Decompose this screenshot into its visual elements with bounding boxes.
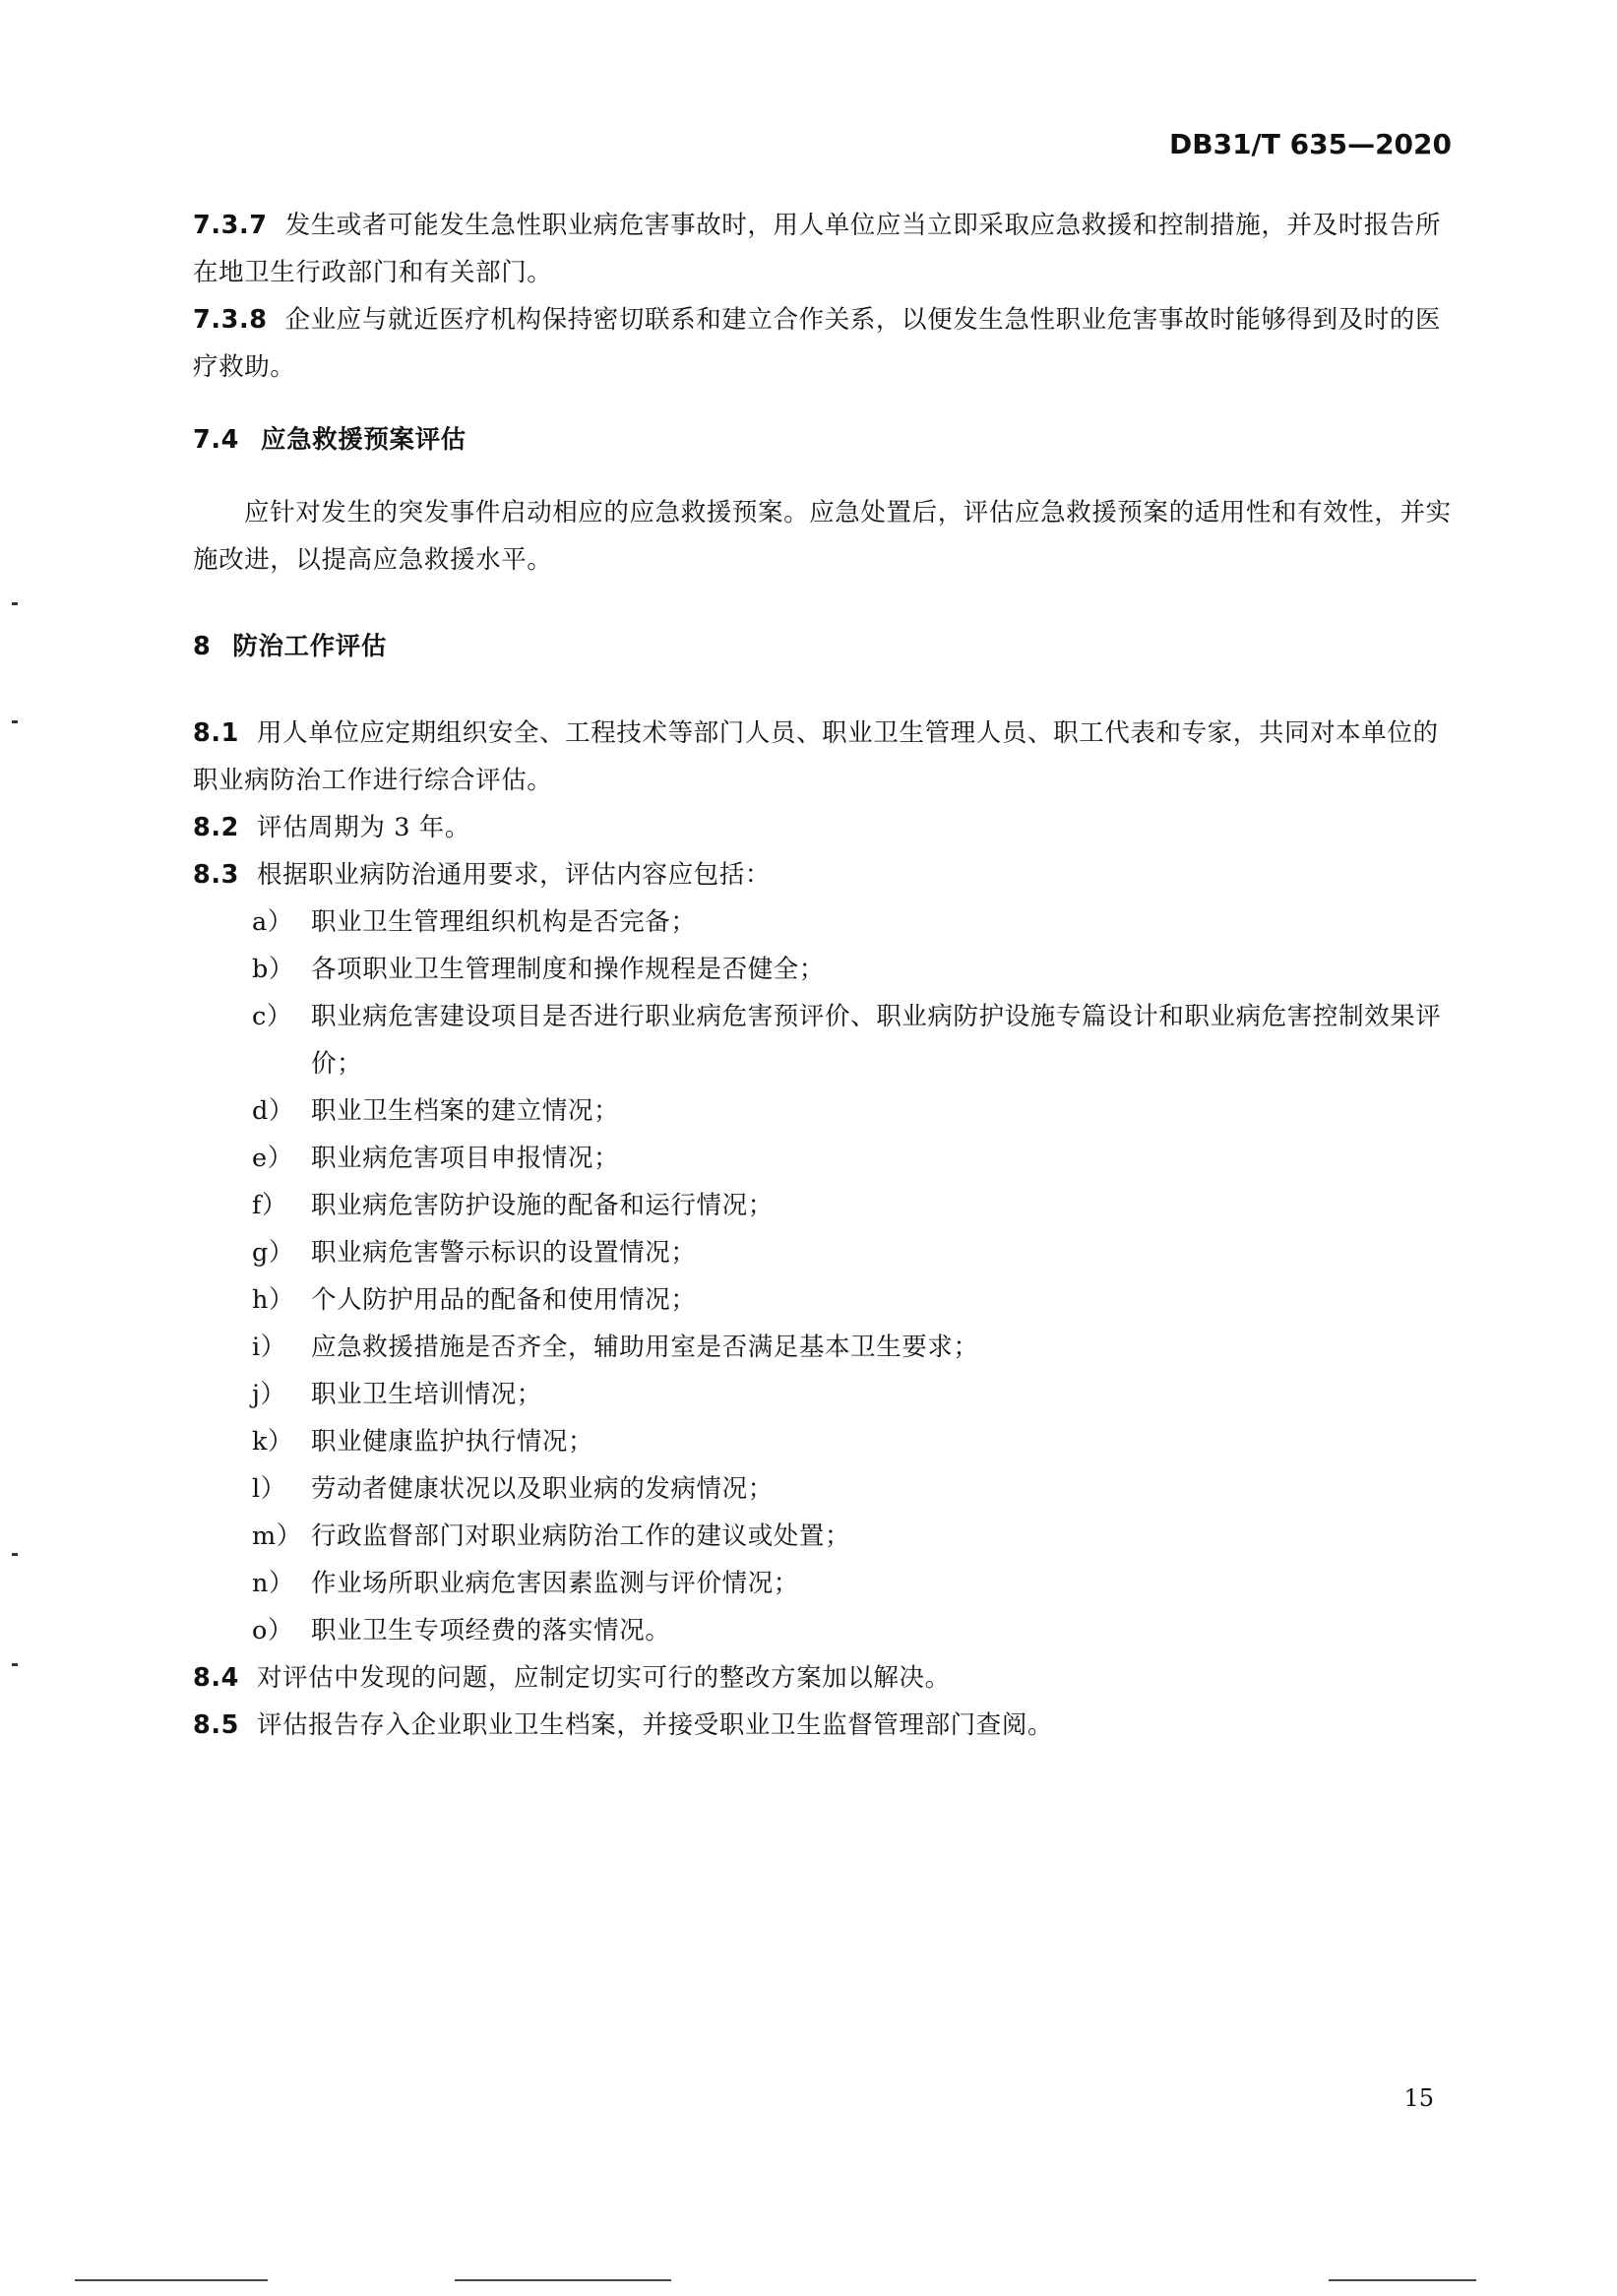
list-item: [193, 1182, 1457, 1229]
list-marker: g）: [252, 1238, 295, 1268]
list-item-text: 作业场所职业病危害因素监测与评价情况；: [311, 1569, 799, 1598]
clause-text: 评估周期为 3 年。: [256, 813, 470, 842]
list-item-text: 应急救援措施是否齐全，辅助用室是否满足基本卫生要求；: [311, 1333, 979, 1362]
clause-number: 8.5: [193, 1710, 239, 1740]
clause-text: 评估报告存入企业职业卫生档案，并接受职业卫生监督管理部门查阅。: [256, 1710, 1054, 1740]
margin-mark: [12, 1553, 18, 1556]
list-marker: k）: [252, 1427, 294, 1457]
list-item-text: 职业病危害防护设施的配备和运行情况；: [311, 1191, 774, 1220]
list-item-text: 劳动者健康状况以及职业病的发病情况；: [311, 1474, 774, 1504]
clause-number: 8.1: [193, 718, 239, 748]
list-item-text: 职业卫生管理组织机构是否完备；: [311, 907, 697, 937]
margin-mark: [12, 720, 18, 723]
list-item: [193, 993, 1457, 1087]
list-item: [193, 1229, 1457, 1276]
clause-7-3-7: [193, 202, 1457, 296]
list-item: [193, 1513, 1457, 1560]
list-item-text: 职业卫生档案的建立情况；: [311, 1096, 620, 1126]
list-item-text: 职业卫生培训情况；: [311, 1380, 542, 1409]
document-body: [193, 202, 1457, 1749]
footer-rule: [1329, 2279, 1476, 2281]
list-item: [193, 1607, 1457, 1654]
list-item: [193, 1087, 1457, 1135]
document-code: DB31/T 635—2020: [1169, 128, 1452, 160]
list-item-text: 职业健康监护执行情况；: [311, 1427, 594, 1457]
evaluation-items-list: [193, 899, 1457, 1654]
clause-text: 对评估中发现的问题，应制定切实可行的整改方案加以解决。: [256, 1663, 951, 1693]
clause-text: 根据职业病防治通用要求，评估内容应包括：: [256, 860, 771, 890]
list-marker: a）: [252, 907, 293, 937]
clause-text: 用人单位应定期组织安全、工程技术等部门人员、职业卫生管理人员、职工代表和专家，共同对本单位的职业病防治工作进行综合评估。: [193, 718, 1439, 795]
clause-8-5: [193, 1702, 1457, 1749]
heading-number: 8: [193, 632, 212, 661]
heading-8: [193, 623, 1457, 670]
heading-title: 防治工作评估: [232, 632, 387, 661]
list-marker: j）: [252, 1380, 286, 1409]
paragraph-7-4: 应针对发生的突发事件启动相应的应急救援预案。应急处置后，评估应急救援预案的适用性和有效性，并实施改进，以提高应急救援水平。: [193, 498, 1452, 575]
list-item-text: 职业病危害建设项目是否进行职业病危害预评价、职业病防护设施专篇设计和职业病危害控制效果评价；: [311, 1002, 1442, 1079]
clause-8-3: [193, 851, 1457, 899]
list-item-text: 行政监督部门对职业病防治工作的建议或处置；: [311, 1521, 851, 1551]
list-marker: d）: [252, 1096, 295, 1126]
margin-mark: [12, 602, 18, 605]
list-item: [193, 1418, 1457, 1465]
clause-text: 企业应与就近医疗机构保持密切联系和建立合作关系，以便发生急性职业危害事故时能够得到及时的医疗救助。: [193, 305, 1442, 382]
list-item: [193, 1465, 1457, 1513]
heading-7-4: [193, 416, 1457, 464]
page-number: 15: [1403, 2084, 1434, 2112]
list-marker: e）: [252, 1144, 293, 1173]
clause-8-1: [193, 710, 1457, 804]
clause-number: 7.3.7: [193, 211, 268, 240]
footer-rule: [455, 2279, 671, 2281]
list-item-text: 职业卫生专项经费的落实情况。: [311, 1616, 671, 1645]
list-item: [193, 899, 1457, 946]
margin-mark: [12, 1663, 18, 1666]
list-marker: o）: [252, 1616, 294, 1645]
clause-8-4: [193, 1654, 1457, 1702]
footer-rule: [75, 2279, 268, 2281]
list-marker: b）: [252, 955, 295, 984]
list-marker: c）: [252, 1002, 292, 1031]
list-marker: h）: [252, 1285, 295, 1315]
list-item: [193, 1276, 1457, 1324]
clause-8-2: [193, 804, 1457, 851]
list-marker: l）: [252, 1474, 286, 1504]
clause-number: 8.4: [193, 1663, 239, 1693]
heading-title: 应急救援预案评估: [260, 425, 466, 455]
clause-7-3-8: [193, 296, 1457, 391]
list-item-text: 各项职业卫生管理制度和操作规程是否健全；: [311, 955, 826, 984]
list-item: [193, 1324, 1457, 1371]
list-marker: n）: [252, 1569, 295, 1598]
list-item-text: 职业病危害项目申报情况；: [311, 1144, 620, 1173]
list-marker: f）: [252, 1191, 288, 1220]
clause-number: 8.3: [193, 860, 239, 890]
list-marker: i）: [252, 1333, 286, 1362]
list-item: [193, 946, 1457, 993]
list-item: [193, 1560, 1457, 1607]
list-marker: m）: [252, 1521, 302, 1551]
list-item-text: 职业病危害警示标识的设置情况；: [311, 1238, 697, 1268]
list-item-text: 个人防护用品的配备和使用情况；: [311, 1285, 697, 1315]
clause-number: 8.2: [193, 813, 239, 842]
list-item: [193, 1371, 1457, 1418]
list-item: [193, 1135, 1457, 1182]
clause-text: 发生或者可能发生急性职业病危害事故时，用人单位应当立即采取应急救援和控制措施，并及时报告所在地卫生行政部门和有关部门。: [193, 211, 1442, 287]
heading-number: 7.4: [193, 425, 239, 455]
clause-number: 7.3.8: [193, 305, 268, 335]
